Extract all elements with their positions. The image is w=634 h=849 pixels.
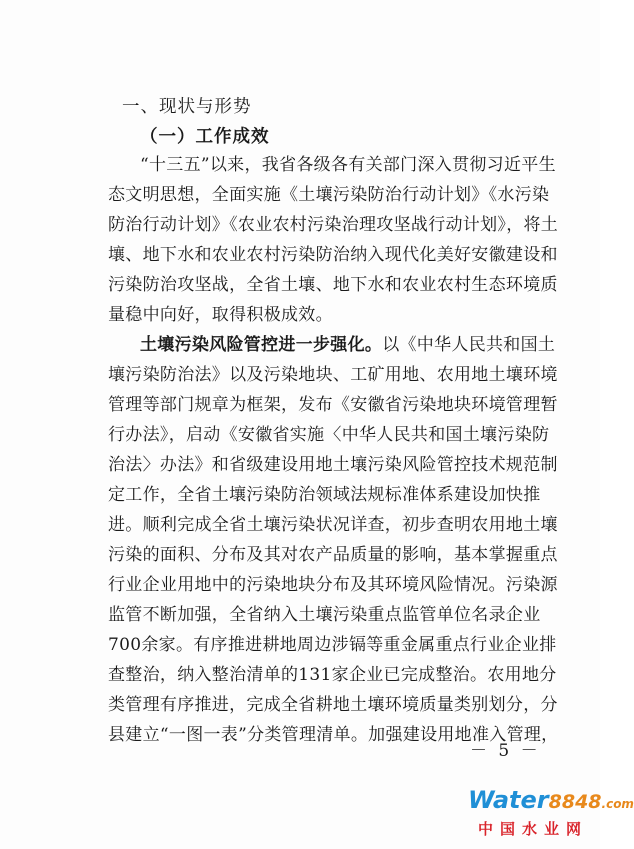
logo-number: 8848 — [548, 791, 602, 813]
logo-word: Water — [468, 786, 549, 814]
paragraph-lead-rest: 以《中华人民共和国土 — [382, 335, 556, 355]
watermark-tagline: 中国水业网 — [478, 820, 589, 838]
paragraph-line: 行业企业用地中的污染地块分布及其环境风险情况。污染源 — [108, 575, 558, 595]
paragraph-line: 管理等部门规章为框架，发布《安徽省污染地块环境管理暂 — [108, 395, 558, 415]
paragraph-line: 县建立“一图一表”分类管理清单。加强建设用地准入管理， — [108, 725, 559, 745]
paragraph-line: 类管理有序推进，完成全省耕地土壤环境质量类别划分，分 — [108, 695, 558, 715]
paragraph-first-line — [140, 334, 556, 356]
paragraph-line: 监管不断加强，全省纳入土壤污染重点监管单位名录企业 — [108, 605, 541, 625]
paragraph-line: 700余家。有序推进耕地周边涉镉等重金属重点行业企业排 — [108, 635, 557, 655]
paragraph-line: 态文明思想，全面实施《土壤污染防治行动计划》《水污染 — [108, 185, 550, 205]
paragraph-line: 定工作，全省土壤污染防治领域法规标准体系建设加快推 — [108, 485, 541, 505]
logo-suffix: .com — [601, 797, 634, 811]
subsection-heading: （一）工作成效 — [140, 127, 270, 147]
paragraph-line: 污染防治攻坚战，全省土壤、地下水和农业农村生态环境质 — [108, 275, 558, 295]
paragraph-line: 污染的面积、分布及其对农产品质量的影响，基本掌握重点 — [108, 545, 558, 565]
paragraph-line: 治法〉办法》和省级建设用地土壤污染风险管控技术规范制 — [108, 455, 558, 475]
paragraph-lead: 土壤污染风险管控进一步强化。 — [140, 335, 383, 355]
paragraph-line: 防治行动计划》《农业农村污染治理攻坚战行动计划》，将土 — [108, 215, 559, 235]
paragraph-line: 壤、地下水和农业农村污染防治纳入现代化美好安徽建设和 — [108, 245, 558, 265]
paragraph-line: 壤污染防治法》以及污染地块、工矿用地、农用地土壤环境 — [108, 365, 558, 385]
paragraph-line: 进。顺利完成全省土壤污染状况详查，初步查明农用地土壤 — [108, 515, 558, 535]
paragraph-line: “十三五”以来，我省各级各有关部门深入贯彻习近平生 — [140, 155, 556, 175]
watermark-logo — [468, 786, 634, 844]
paragraph-line: 行办法》，启动《安徽省实施〈中华人民共和国土壤污染防 — [108, 425, 550, 445]
paragraph-line: 查整治，纳入整治清单的131家企业已完成整治。农用地分 — [108, 665, 557, 685]
paragraph-line: 量稳中向好，取得积极成效。 — [108, 305, 333, 325]
watermark-logo-text — [468, 786, 634, 814]
section-heading: 一、现状与形势 — [122, 97, 252, 117]
page-number: － 5 － — [470, 741, 541, 761]
